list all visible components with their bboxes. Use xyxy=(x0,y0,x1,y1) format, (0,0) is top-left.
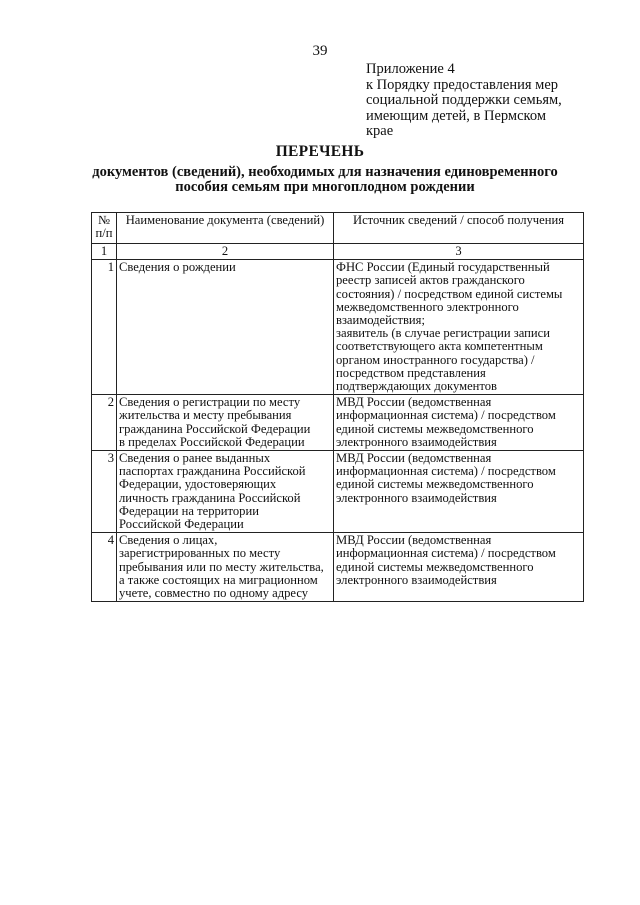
cell-line: паспортах гражданина Российской xyxy=(119,464,306,479)
document-name-cell xyxy=(117,533,334,602)
column-number: 2 xyxy=(117,244,334,260)
cell-line: соответствующего акта компетентным xyxy=(336,339,543,354)
cell-line: в пределах Российской Федерации xyxy=(119,434,305,449)
cell-line: межведомственного электронного xyxy=(336,299,519,314)
cell-line: посредством представления xyxy=(336,365,486,380)
appendix-line: имеющим детей, в Пермском xyxy=(366,107,547,124)
cell-line: единой системы межведомственного xyxy=(336,559,534,574)
cell-line: ФНС России (Единый государственный xyxy=(336,260,550,275)
cell-line: заявитель (в случае регистрации записи xyxy=(336,326,550,341)
cell-line: информационная система) / посредством xyxy=(336,408,556,423)
column-number: 1 xyxy=(92,244,117,260)
row-number: 4 xyxy=(92,533,117,602)
cell-line: органом иностранного государства) / xyxy=(336,352,535,367)
cell-line: подтверждающих документов xyxy=(336,379,497,394)
row-number: 3 xyxy=(92,451,117,533)
cell-line: Сведения о ранее выданных xyxy=(119,451,271,466)
column-number-row xyxy=(92,244,584,260)
cell-line: Сведения о регистрации по месту xyxy=(119,395,301,410)
appendix-line: к Порядку предоставления мер xyxy=(366,76,559,93)
source-cell xyxy=(334,260,584,395)
cell-line: учете, совместно по одному адресу xyxy=(119,586,309,601)
cell-line: Российской Федерации xyxy=(119,517,244,532)
cell-line: личность гражданина Российской xyxy=(119,490,301,505)
table-row xyxy=(92,451,584,533)
cell-line: гражданина Российской Федерации xyxy=(119,421,311,436)
cell-line: Сведения о лицах, xyxy=(119,533,218,548)
cell-line: информационная система) / посредством xyxy=(336,546,556,561)
source-cell xyxy=(334,395,584,451)
table-row xyxy=(92,260,584,395)
cell-line: пребывания или по месту жительства, xyxy=(119,559,324,574)
appendix-line: крае xyxy=(366,123,394,139)
appendix-line: Приложение 4 xyxy=(366,61,455,77)
cell-line: а также состоящих на миграционном xyxy=(119,572,318,587)
row-number: 2 xyxy=(92,395,117,451)
column-number: 3 xyxy=(334,244,584,260)
cell-line: Федерации на территории xyxy=(119,503,259,518)
row-number: 1 xyxy=(92,260,117,395)
cell-line: МВД России (ведомственная xyxy=(336,395,492,410)
cell-line: реестр записей актов гражданского xyxy=(336,273,525,288)
document-name-cell xyxy=(117,395,334,451)
document-subtitle xyxy=(60,165,590,194)
cell-line: МВД России (ведомственная xyxy=(336,533,492,548)
header-number-abbr: п/п xyxy=(95,226,113,241)
table-row xyxy=(92,533,584,602)
source-cell xyxy=(334,533,584,602)
cell-line: единой системы межведомственного xyxy=(336,421,534,436)
appendix-line: социальной поддержки семьям, xyxy=(366,92,562,108)
page-number: 39 xyxy=(312,43,328,59)
documents-table xyxy=(91,212,584,602)
header-source: Источник сведений / способ получения xyxy=(334,213,584,244)
cell-line: Сведения о рождении xyxy=(119,260,236,275)
document-name-cell xyxy=(117,451,334,533)
header-number-symbol: № xyxy=(97,213,111,227)
subtitle-line: пособия семьям при многоплодном рождении xyxy=(175,178,475,195)
cell-line: электронного взаимодействия xyxy=(336,434,497,449)
cell-line: информационная система) / посредством xyxy=(336,464,556,479)
appendix-note xyxy=(366,62,596,140)
header-document-name: Наименование документа (сведений) xyxy=(117,213,334,244)
source-cell xyxy=(334,451,584,533)
cell-line: жительства и месту пребывания xyxy=(119,408,292,423)
header-number xyxy=(92,213,117,244)
table-row xyxy=(92,395,584,451)
cell-line: МВД России (ведомственная xyxy=(336,451,492,466)
cell-line: электронного взаимодействия xyxy=(336,572,497,587)
cell-line: единой системы межведомственного xyxy=(336,477,534,492)
document-title: ПЕРЕЧЕНЬ xyxy=(275,143,365,160)
table-header-row xyxy=(92,213,584,244)
subtitle-line: документов (сведений), необходимых для назначения единовременного xyxy=(92,164,558,180)
cell-line: Федерации, удостоверяющих xyxy=(119,477,277,492)
cell-line: взаимодействия; xyxy=(336,313,425,328)
cell-line: электронного взаимодействия xyxy=(336,490,497,505)
cell-line: состояния) / посредством единой системы xyxy=(336,286,563,301)
document-name-cell xyxy=(117,260,334,395)
cell-line: зарегистрированных по месту xyxy=(119,546,281,561)
